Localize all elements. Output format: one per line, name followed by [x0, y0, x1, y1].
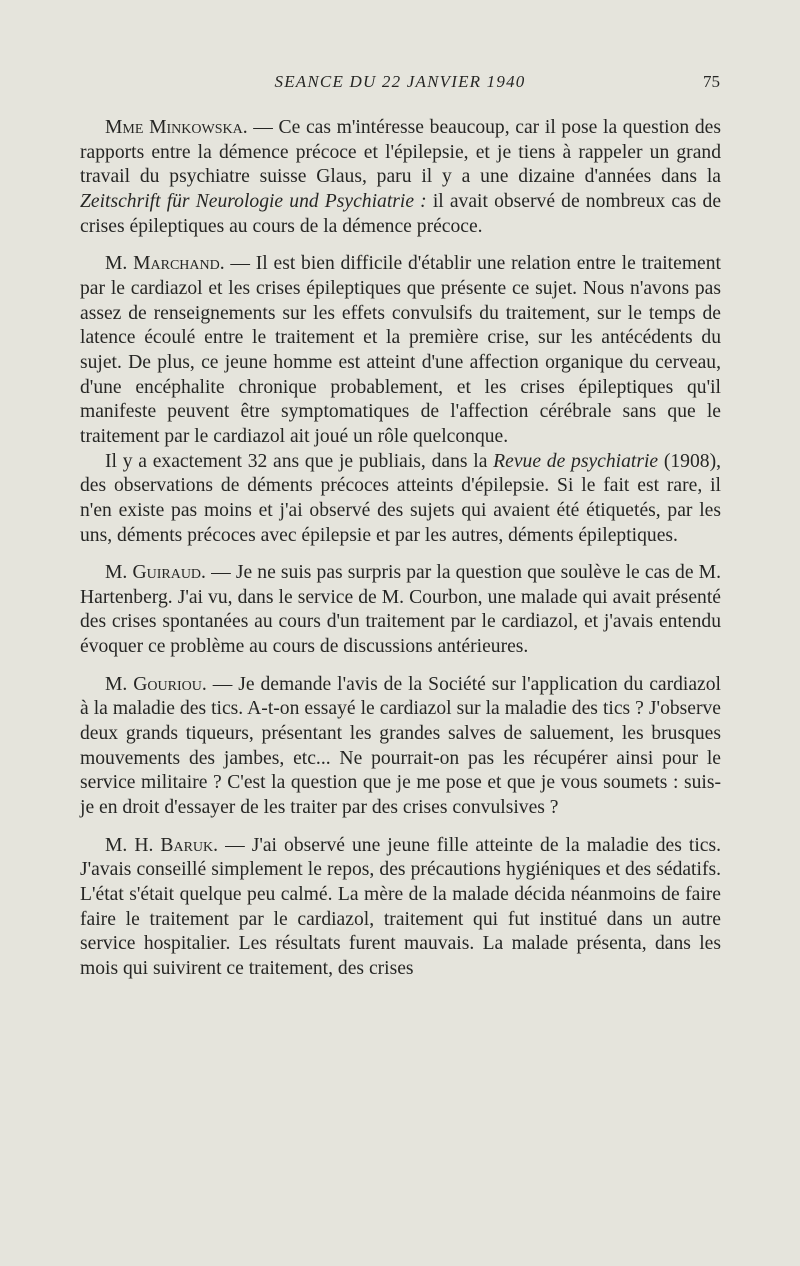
- paragraph-text: — Je demande l'avis de la Société sur l'application du cardiazol à la maladie des tics. A-t-on essayé le cardiazol sur la maladie des tics ? J'observe deux grands tiqueurs, présentant les grandes salves de saluement, les brusques mouvements des jambes, etc... Ne pourrait-on pas les récupérer ainsi pour le service militaire ? C'est la question que je me pose et que je vous soumets : suis-je en droit d'essayer de les traiter par des crises convulsives ?: [80, 673, 721, 819]
- body-text: [80, 116, 721, 982]
- paragraph-text: (1908), des observations de déments précoces atteints d'épilepsie. Si le fait est rare, il n'en existe pas moins et j'ai observé des sujets qui avaient été étiquetés, par les uns, déments précoces avec épilepsie et par les autres, déments épileptiques.: [80, 450, 721, 546]
- paragraph-text: il avait observé de nombreux cas de crises épileptiques au cours de la démence précoce.: [80, 190, 722, 237]
- paragraph-text: — J'ai observé une jeune fille atteinte de la maladie des tics. J'avais conseillé simplement le repos, des précautions hygiéniques et des sédatifs. L'état s'était quelque peu calmé. La mère de la malade décida néanmoins de faire faire le traitement par le cardiazol, traitement qui fut institué dans un autre service hospitalier. Les résultats furent mauvais. La malade présenta, dans les mois qui suivirent ce traitement, des crises: [80, 834, 721, 979]
- paragraph-marchand: [80, 252, 721, 449]
- paragraph-guiraud: [80, 561, 721, 660]
- paragraph-text: — Je ne suis pas surpris par la question que soulève le cas de M. Hartenberg. J'ai vu, dans le service de M. Courbon, une malade qui avait présenté des crises spontanées au cours d'un traitement par le cardiazol, et j'avais entendu évoquer ce problème au cours de discussions antérieures.: [80, 562, 721, 658]
- journal-title: Revue de psychiatrie: [493, 450, 659, 472]
- page-number: 75: [703, 72, 720, 91]
- paragraph-text: — Ce cas m'intéresse beaucoup, car il pose la question des rapports entre la démence précoce et l'épilepsie, et je tiens à rappeler un grand travail du psychiatre suisse Glaus, paru il y a une dizaine d'années dans la: [80, 117, 721, 188]
- speaker-name: M. Marchand.: [105, 253, 225, 275]
- paragraph-minkowska: [80, 116, 721, 239]
- paragraph-gouriou: [80, 673, 721, 821]
- paragraph-text: Il y a exactement 32 ans que je publiais, dans la: [105, 450, 494, 472]
- speaker-name: M. Guiraud.: [105, 562, 206, 584]
- speaker-name: M. Gouriou.: [105, 673, 207, 695]
- journal-title: Zeitschrift für Neurologie und Psychiatrie :: [80, 190, 427, 212]
- running-title: SEANCE DU 22 JANVIER 1940: [274, 72, 526, 91]
- paragraph-marchand-continued: [80, 450, 721, 549]
- speaker-name: Mme Minkowska.: [105, 117, 248, 138]
- paragraph-baruk: [80, 834, 721, 982]
- speaker-name: M. H. Baruk.: [105, 834, 219, 856]
- paragraph-text: — Il est bien difficile d'établir une relation entre le traitement par le cardiazol et les crises épileptiques que présente ce sujet. Nous n'avons pas assez de renseignements sur les effets convulsifs du traitement, sur le temps de latence écoulé entre le traitement et la première crise, sur les antécédents du sujet. De plus, ce jeune homme est atteint d'une affection organique du cerveau, d'une encéphalite chronique probablement, et les crises épileptiques qu'il manifeste peuvent être symptomatiques de l'affection cérébrale sans que le traitement par le cardiazol ait joué un rôle quelconque.: [80, 253, 721, 447]
- page-header: [80, 72, 720, 96]
